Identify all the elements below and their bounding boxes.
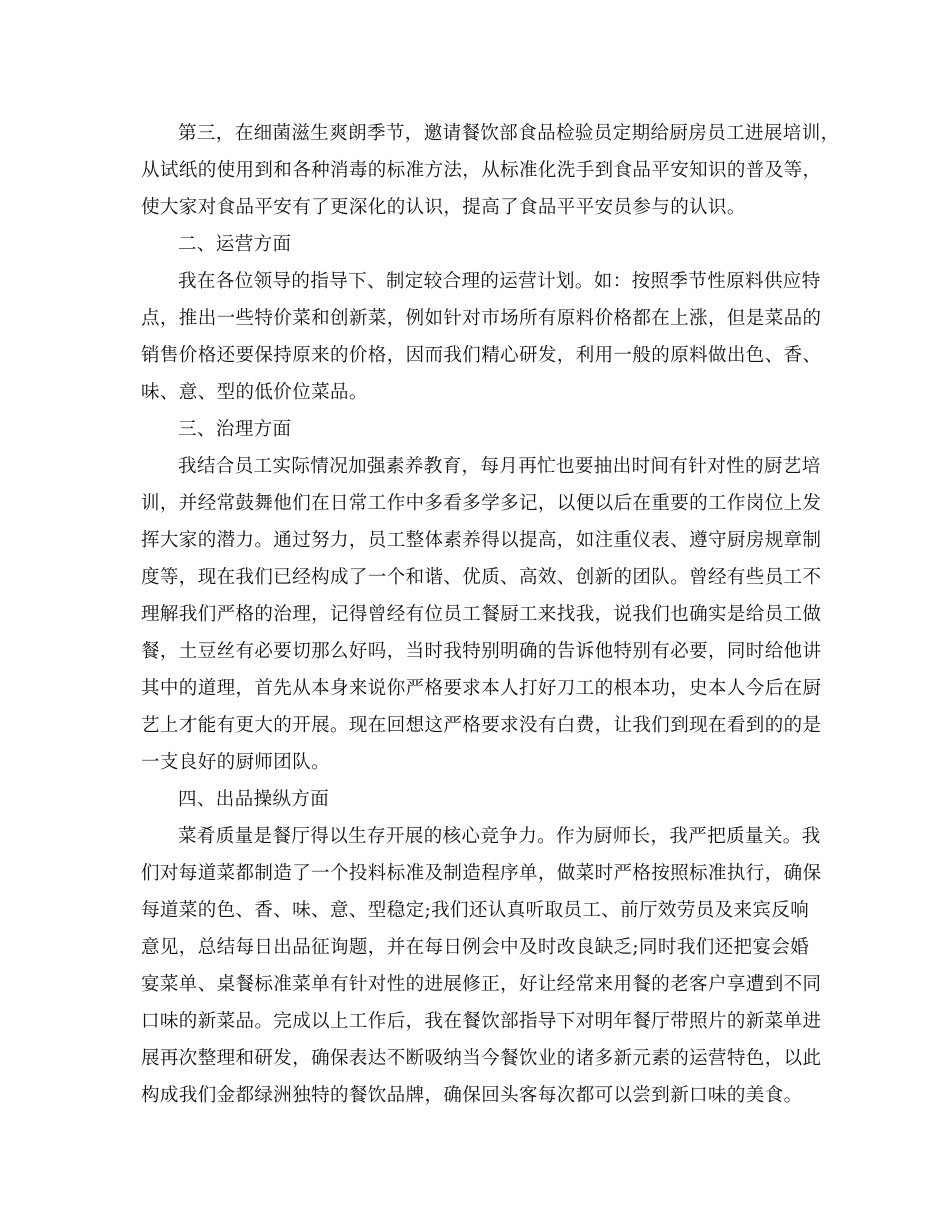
text-line: 销售价格还要保持原来的价格，因而我们精心研发，利用一般的原料做出色、香、 (141, 345, 822, 366)
text-line: 味、意、型的低价位菜品。 (141, 382, 368, 403)
text-line: 度等，现在我们已经构成了一个和谐、优质、高效、创新的团队。曾经有些员工不 (141, 567, 822, 588)
text-line: 其中的道理，首先从本身来说你严格要求本人打好刀工的根本功，史本人今后在厨 (141, 678, 822, 699)
text-line: 四、出品操纵方面 (178, 789, 330, 810)
text-line: 展再次整理和研发，确保表达不断吸纳当今餐饮业的诸多新元素的运营特色，以此 (141, 1048, 822, 1069)
text-line: 挥大家的潜力。通过努力，员工整体素养得以提高，如注重仪表、遵守厨房规章制 (141, 530, 822, 551)
document-body (141, 115, 840, 1114)
text-line: 菜肴质量是餐厅得以生存开展的核心竞争力。作为厨师长，我严把质量关。我 (178, 826, 821, 847)
text-line: 训，并经常鼓舞他们在日常工作中多看多学多记，以便以后在重要的工作岗位上发 (141, 493, 822, 514)
text-line: 点，推出一些特价菜和创新菜，例如针对市场所有原料价格都在上涨，但是菜品的 (141, 308, 822, 329)
text-line: 从试纸的使用到和各种消毒的标准方法，从标准化洗手到食品平安知识的普及等， (141, 160, 822, 181)
text-line: 口味的新菜品。完成以上工作后，我在餐饮部指导下对明年餐厅带照片的新菜单进 (141, 1011, 822, 1032)
text-line: 三、治理方面 (178, 419, 292, 440)
text-line: 每道菜的色、香、味、意、型稳定;我们还认真听取员工、前厅效劳员及来宾反响 (141, 900, 810, 921)
text-line: 们对每道菜都制造了一个投料标准及制造程序单，做菜时严格按照标准执行，确保 (141, 863, 822, 884)
text-line: 第三，在细菌滋生爽朗季节，邀请餐饮部食品检验员定期给厨房员工进展培训， (178, 123, 840, 144)
text-line: 二、运营方面 (178, 234, 292, 255)
text-line: 理解我们严格的治理，记得曾经有位员工餐厨工来找我，说我们也确实是给员工做 (141, 604, 822, 625)
text-line: 构成我们金都绿洲独特的餐饮品牌，确保回头客每次都可以尝到新口味的美食。 (141, 1085, 803, 1106)
text-line: 使大家对食品平安有了更深化的认识，提高了食品平平安员参与的认识。 (141, 197, 746, 218)
text-line: 餐，土豆丝有必要切那么好吗，当时我特别明确的告诉他特别有必要，同时给他讲 (141, 641, 822, 662)
text-line: 艺上才能有更大的开展。现在回想这严格要求没有白费，让我们到现在看到的的是 (141, 715, 822, 736)
text-line: 我结合员工实际情况加强素养教育，每月再忙也要抽出时间有针对性的厨艺培 (178, 456, 821, 477)
text-line: 我在各位领导的指导下、制定较合理的运营计划。如：按照季节性原料供应特 (178, 271, 821, 292)
text-line: 意见，总结每日出品征询题，并在每日例会中及时改良缺乏;同时我们还把宴会婚 (141, 937, 810, 958)
text-line: 宴菜单、桌餐标准菜单有针对性的进展修正，好让经常来用餐的老客户享遭到不同 (141, 974, 822, 995)
text-line: 一支良好的厨师团队。 (141, 752, 331, 773)
